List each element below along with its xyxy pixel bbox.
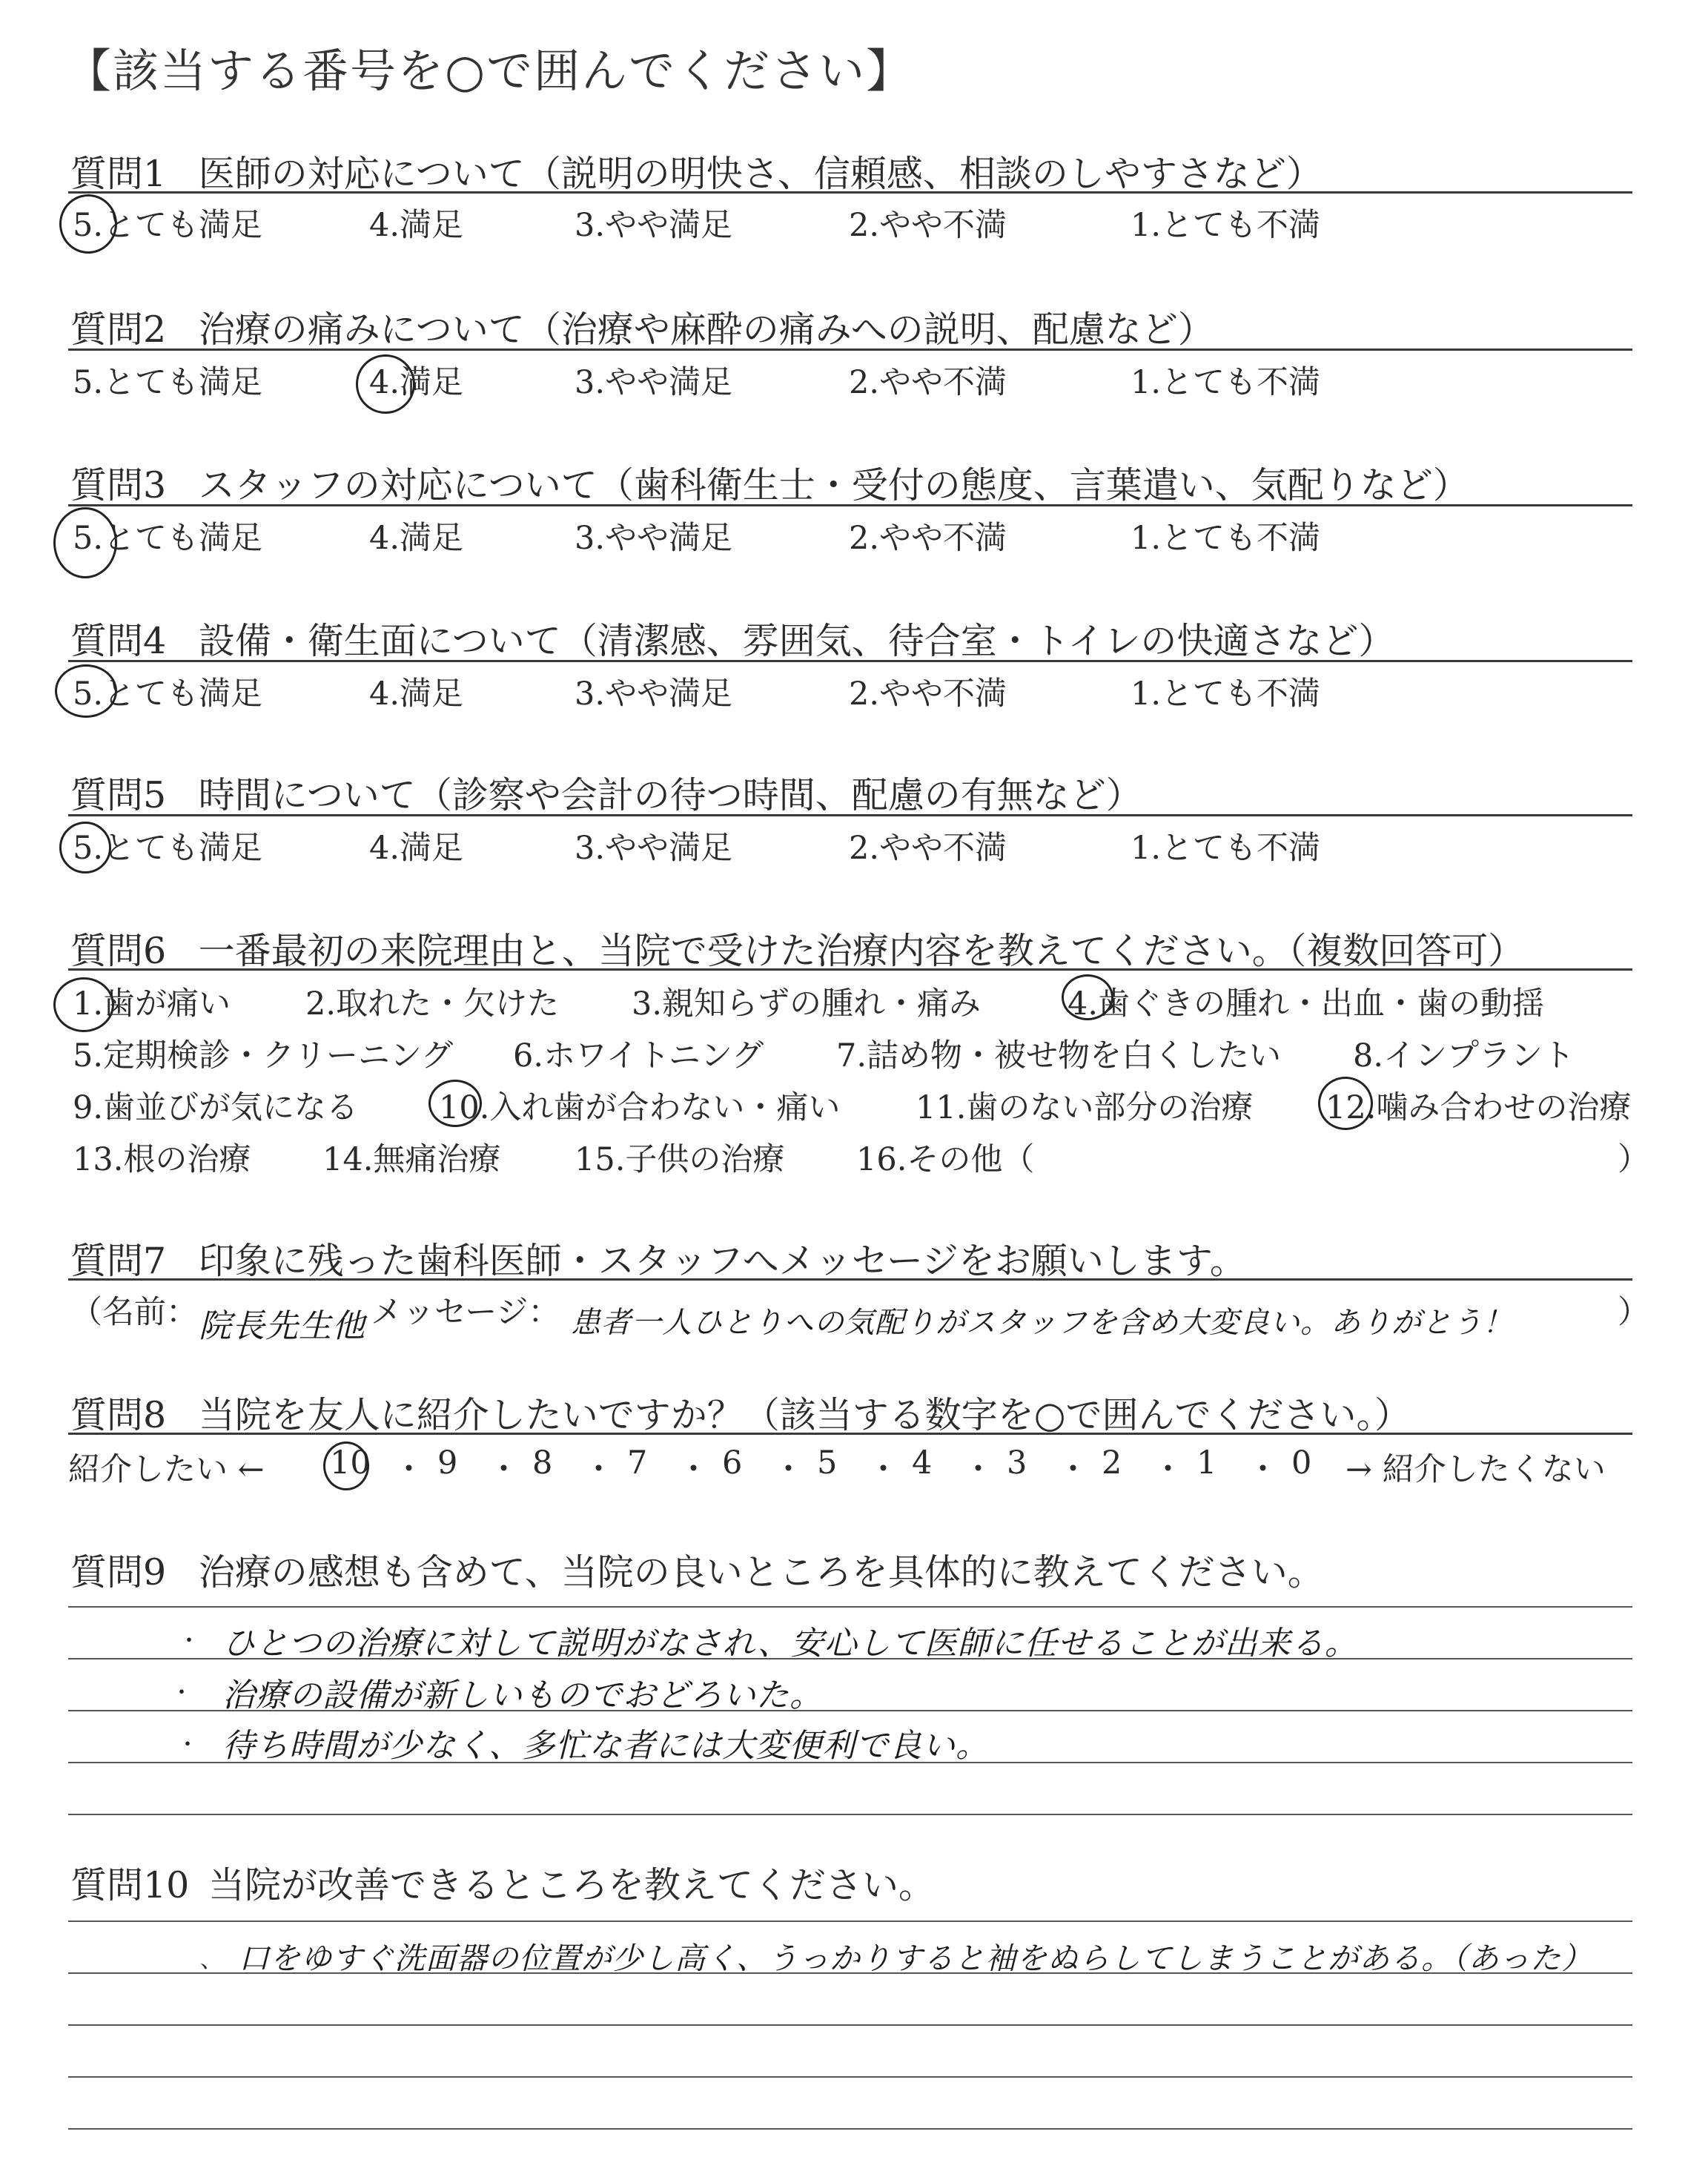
q8-rule — [68, 1433, 1632, 1435]
q2-heading — [70, 301, 1214, 353]
q6-option-14[interactable]: 14.無痛治療 — [322, 1141, 501, 1178]
q8-sep: ・ — [393, 1451, 425, 1488]
q8-sep: ・ — [1152, 1451, 1184, 1488]
q2-option-2[interactable]: 2.やや不満 — [849, 364, 1007, 401]
q6-option-3[interactable]: 3.親知らずの腫れ・痛み — [632, 985, 982, 1023]
q2-option-4[interactable]: 4.満足 — [369, 364, 464, 401]
q2-label: 質問2 — [70, 308, 167, 351]
q8-sep: ・ — [1247, 1451, 1279, 1488]
q8-sep: ・ — [962, 1451, 994, 1488]
q5-heading — [70, 767, 1142, 819]
q8-right-label: → 紹介したくない — [1345, 1451, 1606, 1488]
q9-bullet-3: ・ — [176, 1732, 199, 1758]
q10-line-5 — [68, 2128, 1632, 2130]
q6-text: 一番最初の来院理由と、当院で受けた治療内容を教えてください。（複数回答可） — [198, 930, 1525, 972]
q1-rule — [68, 191, 1632, 194]
q8-sep: ・ — [678, 1451, 709, 1488]
q9-answer-3[interactable]: 待ち時間が少なく、多忙な者には大変便利で良い。 — [222, 1727, 990, 1765]
q1-option-2[interactable]: 2.やや不満 — [849, 207, 1007, 244]
q8-score-2[interactable]: 2 — [1102, 1444, 1122, 1482]
q1-text: 医師の対応について（説明の明快さ、信頼感、相談のしやすさなど） — [198, 153, 1323, 195]
q5-option-1[interactable]: 1.とても不満 — [1131, 830, 1321, 867]
q3-option-1[interactable]: 1.とても不満 — [1131, 520, 1321, 557]
q3-rule — [68, 504, 1632, 506]
q8-score-8[interactable]: 8 — [532, 1444, 553, 1482]
q8-sep: ・ — [772, 1451, 804, 1488]
q9-bullet-1: ・ — [178, 1628, 200, 1654]
q6-option-12[interactable]: 12.噛み合わせの治療 — [1325, 1089, 1632, 1126]
q6-option-10[interactable]: 10.入れ歯が合わない・痛い — [439, 1089, 841, 1126]
q3-text: スタッフの対応について（歯科衛生士・受付の態度、言葉遣い、気配りなど） — [198, 464, 1469, 506]
q2-text: 治療の痛みについて（治療や麻酔の痛みへの説明、配慮など） — [198, 308, 1214, 351]
q7-message-value[interactable]: 患者一人ひとりへの気配りがスタッフを含め大変良い。ありがとう！ — [571, 1306, 1513, 1340]
q2-option-1[interactable]: 1.とても不満 — [1131, 364, 1321, 401]
q5-option-2[interactable]: 2.やや不満 — [849, 830, 1007, 867]
q7-name-label: （名前： — [70, 1294, 198, 1331]
q8-score-4[interactable]: 4 — [912, 1444, 933, 1482]
q10-line-3 — [68, 2024, 1632, 2026]
q8-score-7[interactable]: 7 — [627, 1444, 648, 1482]
q4-option-5[interactable]: 5.とても満足 — [73, 676, 263, 713]
q4-rule — [68, 660, 1632, 662]
q6-rule — [68, 968, 1632, 971]
q8-score-10[interactable]: 10 — [330, 1444, 371, 1482]
q10-line-4 — [68, 2076, 1632, 2078]
q1-option-5[interactable]: 5.とても満足 — [73, 207, 263, 244]
q6-option-11[interactable]: 11.歯のない部分の治療 — [916, 1089, 1254, 1126]
q5-option-3[interactable]: 3.やや満足 — [575, 830, 733, 867]
page-title: 【該当する番号を○で囲んでください】 — [65, 44, 914, 98]
q7-heading — [70, 1232, 1246, 1284]
q9-bullet-2: ・ — [171, 1680, 193, 1706]
q6-heading — [70, 922, 1524, 974]
q6-option-6[interactable]: 6.ホワイトニング — [513, 1037, 764, 1074]
q10-heading — [70, 1857, 935, 1909]
q1-heading — [70, 145, 1323, 197]
q8-heading — [70, 1387, 1411, 1439]
q6-option-4[interactable]: 4.歯ぐきの腫れ・出血・歯の動揺 — [1068, 985, 1545, 1023]
q9-line-1 — [68, 1606, 1632, 1608]
q8-sep: ・ — [488, 1451, 520, 1488]
q8-score-9[interactable]: 9 — [437, 1444, 458, 1482]
q7-text: 印象に残った歯科医師・スタッフへメッセージをお願いします。 — [198, 1240, 1246, 1282]
q4-option-3[interactable]: 3.やや満足 — [575, 676, 733, 713]
q8-sep: ・ — [1057, 1451, 1089, 1488]
q5-option-5[interactable]: 5.とても満足 — [73, 830, 263, 867]
q8-score-0[interactable]: 0 — [1291, 1444, 1312, 1482]
q4-label: 質問4 — [70, 620, 167, 662]
q6-other-close: ） — [1618, 1141, 1649, 1178]
q3-option-5[interactable]: 5.とても満足 — [73, 520, 263, 557]
q6-option-2[interactable]: 2.取れた・欠けた — [305, 985, 560, 1023]
q6-option-13[interactable]: 13.根の治療 — [73, 1141, 251, 1178]
q9-label: 質問9 — [70, 1551, 167, 1593]
q1-option-3[interactable]: 3.やや満足 — [575, 207, 733, 244]
q8-sep: ・ — [583, 1451, 615, 1488]
q4-text: 設備・衛生面について（清潔感、雰囲気、待合室・トイレの快適さなど） — [198, 620, 1395, 662]
q4-option-1[interactable]: 1.とても不満 — [1131, 676, 1321, 713]
q3-option-4[interactable]: 4.満足 — [369, 520, 464, 557]
q8-score-6[interactable]: 6 — [722, 1444, 743, 1482]
q9-heading — [70, 1544, 1324, 1596]
q2-option-5[interactable]: 5.とても満足 — [73, 364, 263, 401]
q6-option-1[interactable]: 1.歯が痛い — [73, 985, 231, 1023]
q10-text: 当院が改善できるところを教えてください。 — [208, 1864, 935, 1906]
q8-score-3[interactable]: 3 — [1007, 1444, 1027, 1482]
q7-close-paren: ） — [1618, 1294, 1649, 1331]
q6-option-7[interactable]: 7.詰め物・被せ物を白くしたい — [836, 1037, 1282, 1074]
q6-option-8[interactable]: 8.インプラント — [1353, 1037, 1575, 1074]
q8-score-5[interactable]: 5 — [817, 1444, 838, 1482]
q6-option-9[interactable]: 9.歯並びが気になる — [73, 1089, 359, 1126]
q10-line-1 — [68, 1920, 1632, 1922]
q9-answer-1[interactable]: ひとつの治療に対して説明がなされ、安心して医師に任せることが出来る。 — [222, 1625, 1358, 1662]
q7-name-value[interactable]: 院長先生他 — [199, 1307, 365, 1345]
q6-label: 質問6 — [70, 930, 167, 972]
q7-message-label: メッセージ： — [371, 1294, 560, 1331]
q3-heading — [70, 457, 1469, 509]
q8-score-1[interactable]: 1 — [1196, 1444, 1217, 1482]
q5-text: 時間について（診察や会計の待つ時間、配慮の有無など） — [198, 774, 1142, 816]
q8-sep: ・ — [867, 1451, 899, 1488]
q5-rule — [68, 814, 1632, 816]
q10-answer-1[interactable]: 口をゆすぐ洗面器の位置が少し高く、うっかりすると袖をぬらしてしまうことがある。（あった） — [239, 1941, 1593, 1976]
q9-text: 治療の感想も含めて、当院の良いところを具体的に教えてください。 — [198, 1551, 1324, 1593]
q3-label: 質問3 — [70, 464, 167, 506]
q3-option-2[interactable]: 2.やや不満 — [849, 520, 1007, 557]
q6-option-15[interactable]: 15.子供の治療 — [575, 1141, 785, 1178]
q3-option-3[interactable]: 3.やや満足 — [575, 520, 733, 557]
q6-option-16[interactable]: 16.その他（ — [856, 1141, 1035, 1178]
q1-option-1[interactable]: 1.とても不満 — [1131, 207, 1321, 244]
q4-option-4[interactable]: 4.満足 — [369, 676, 464, 713]
q5-option-4[interactable]: 4.満足 — [369, 830, 464, 867]
q7-rule — [68, 1278, 1632, 1281]
q10-bullet-1: 、 — [200, 1947, 222, 1973]
q9-answer-2[interactable]: 治療の設備が新しいものでおどろいた。 — [222, 1677, 823, 1714]
q4-option-2[interactable]: 2.やや不満 — [849, 676, 1007, 713]
q1-option-4[interactable]: 4.満足 — [369, 207, 464, 244]
q1-label: 質問1 — [70, 153, 167, 195]
q9-line-5 — [68, 1814, 1632, 1815]
q2-rule — [68, 349, 1632, 351]
q2-option-3[interactable]: 3.やや満足 — [575, 364, 733, 401]
q7-label: 質問7 — [70, 1240, 167, 1282]
q5-label: 質問5 — [70, 774, 167, 816]
q6-option-5[interactable]: 5.定期検診・クリーニング — [73, 1037, 454, 1074]
q8-left-label: 紹介したい ← — [68, 1451, 265, 1488]
q4-heading — [70, 612, 1394, 664]
q8-text: 当院を友人に紹介したいですか？（該当する数字を○で囲んでください。） — [198, 1394, 1411, 1436]
q10-label: 質問10 — [70, 1864, 190, 1906]
q8-label: 質問8 — [70, 1394, 167, 1436]
